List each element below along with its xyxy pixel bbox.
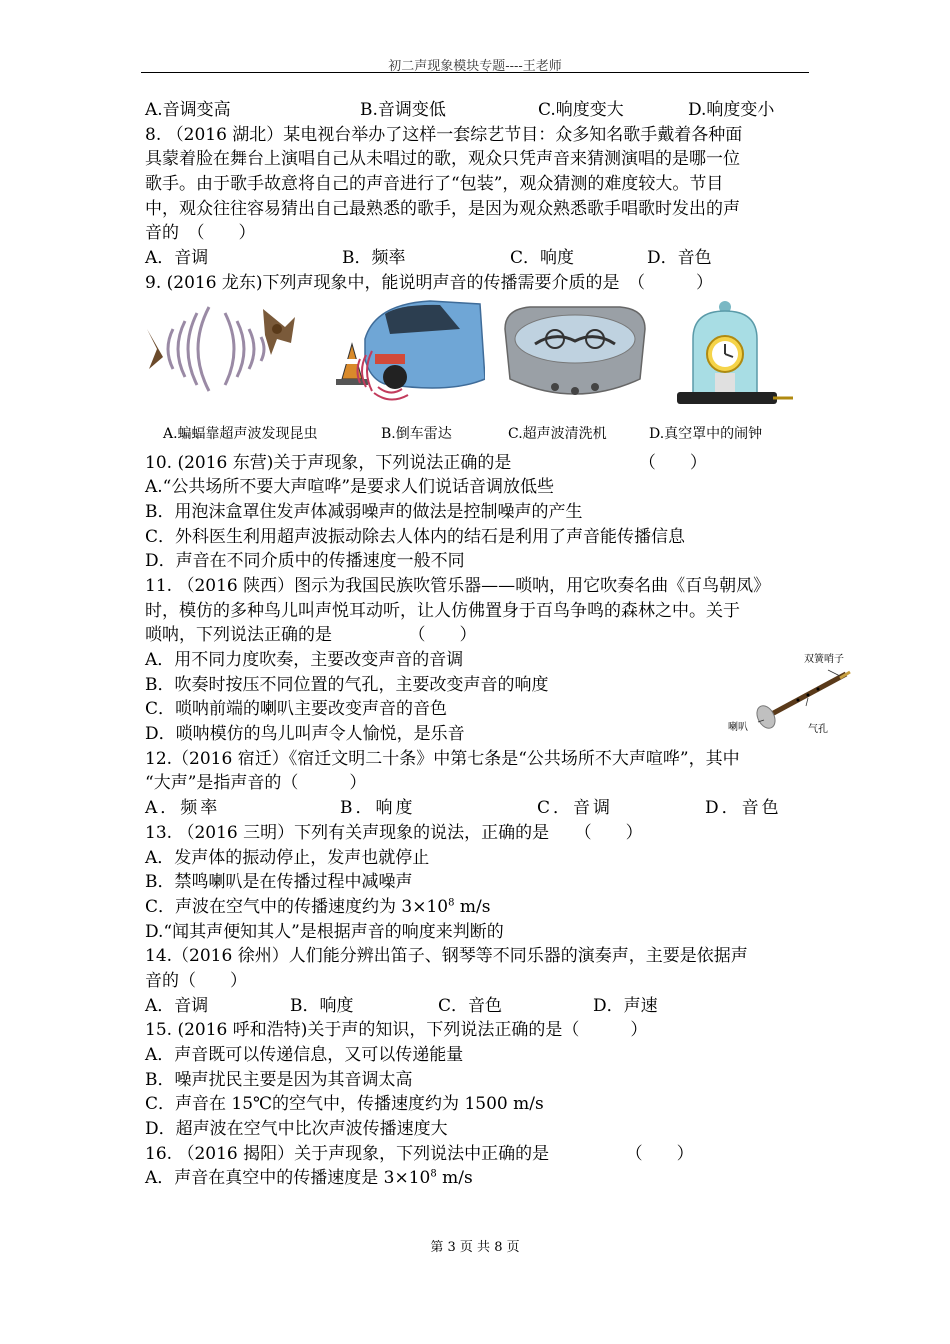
q13-option-d: D.“闻其声便知其人”是根据声音的响度来判断的 bbox=[145, 921, 504, 942]
q13-option-c-text: C．声波在空气中的传播速度约为 3×10 bbox=[145, 896, 449, 917]
q11-stem-line: 时，模仿的多种鸟儿叫声悦耳动听，让人仿佛置身于百鸟争鸣的森林之中。关于 bbox=[145, 600, 740, 621]
q8-stem-line: 具蒙着脸在舞台上演唱自己从未唱过的歌，观众只凭声音来猜测演唱的是哪一位 bbox=[145, 149, 740, 170]
q10-option-a: A.“公共场所不要大声喧哗”是要求人们说话音调放低些 bbox=[145, 477, 555, 498]
q12-option-a: A．频率 bbox=[145, 798, 221, 819]
q14-option-a: A．音调 bbox=[145, 995, 209, 1016]
ultrasonic-cleaner-image bbox=[500, 299, 650, 409]
q15-option-b: B．噪声扰民主要是因为其音调太高 bbox=[145, 1069, 413, 1090]
figure-caption-a: A.蝙蝠靠超声波发现昆虫 bbox=[163, 425, 318, 442]
q11-option-b: B．吹奏时按压不同位置的气孔，主要改变声音的响度 bbox=[145, 674, 549, 695]
q7-options bbox=[145, 98, 810, 123]
q15-option-a: A．声音既可以传递信息，又可以传递能量 bbox=[145, 1045, 464, 1065]
q7-option-d: D.响度变小 bbox=[688, 100, 775, 120]
q15-option-d: D．超声波在空气中比次声波传播速度大 bbox=[145, 1119, 448, 1140]
q14-stem-line: 14.（2016 徐州）人们能分辨出笛子、钢琴等不同乐器的演奏声，主要是依据声 bbox=[145, 946, 748, 967]
q10-option-d: D．声音在不同介质中的传播速度一般不同 bbox=[145, 551, 465, 572]
q16-stem: 16. （2016 揭阳）关于声现象，下列说法中正确的是 （ ） bbox=[145, 1143, 694, 1164]
header-divider bbox=[141, 72, 809, 73]
q7-option-a: A.音调变高 bbox=[145, 100, 231, 120]
q12-option-c: C．音调 bbox=[537, 798, 614, 819]
suona-label-reed: 双簧哨子 bbox=[804, 654, 844, 665]
q16-option-a bbox=[145, 1166, 810, 1191]
q14-option-c: C．音色 bbox=[438, 995, 503, 1016]
q9-stem: 9. (2016 龙东)下列声现象中，能说明声音的传播需要介质的是 （ ） bbox=[145, 272, 714, 293]
question-content bbox=[145, 98, 810, 1191]
q8-options bbox=[145, 246, 810, 271]
q13-stem: 13. （2016 三明）下列有关声现象的说法，正确的是 （ ） bbox=[145, 822, 643, 843]
q10-stem: 10. (2016 东营)关于声现象，下列说法正确的是 （ ） bbox=[145, 452, 707, 473]
q13-exponent: 8 bbox=[448, 897, 455, 909]
q8-stem-line: 歌手。由于歌手故意将自己的声音进行了“包装”，观众猜测的难度较大。节目 bbox=[145, 174, 724, 195]
figure-caption-c: C.超声波清洗机 bbox=[508, 425, 607, 442]
q10-option-c: C．外科医生利用超声波振动除去人体内的结石是利用了声音能传播信息 bbox=[145, 526, 686, 547]
q15-stem: 15. (2016 呼和浩特)关于声的知识，下列说法正确的是（ ） bbox=[145, 1020, 648, 1041]
page-header: 初二声现象模块专题----王老师 bbox=[388, 59, 562, 74]
q11-stem-line: 11. （2016 陕西）图示为我国民族吹管乐器——唢呐，用它吹奏名曲《百鸟朝凤》 bbox=[145, 575, 771, 596]
q16-option-a-text: A．声音在真空中的传播速度是 3×10 bbox=[145, 1168, 431, 1189]
q11-option-d: D．唢呐模仿的鸟儿叫声令人愉悦，是乐音 bbox=[145, 724, 465, 745]
q8-option-b: B．频率 bbox=[342, 248, 406, 269]
reversing-radar-image bbox=[330, 299, 485, 409]
q11-option-c: C．唢呐前端的喇叭主要改变声音的音色 bbox=[145, 699, 448, 720]
q15-option-c: C．声音在 15℃的空气中，传播速度约为 1500 m/s bbox=[145, 1094, 544, 1115]
q14-option-d: D．声速 bbox=[593, 995, 658, 1016]
q16-unit: m/s bbox=[436, 1168, 473, 1189]
q10-option-b: B．用泡沫盒罩住发声体减弱噪声的做法是控制噪声的产生 bbox=[145, 501, 583, 522]
q12-stem-line: 12.（2016 宿迁）《宿迁文明二十条》中第七条是“公共场所不大声喧哗”，其中 bbox=[145, 748, 740, 769]
q13-unit: m/s bbox=[454, 896, 491, 917]
q13-option-a: A．发声体的振动停止，发声也就停止 bbox=[145, 847, 430, 868]
q14-stem-line: 音的（ ） bbox=[145, 970, 247, 991]
q16-exponent: 8 bbox=[430, 1168, 437, 1180]
suona-figure bbox=[728, 650, 853, 740]
q12-option-d: D．音色 bbox=[705, 798, 782, 819]
q8-stem-line: 音的 （ ） bbox=[145, 223, 256, 244]
suona-label-hole: 气孔 bbox=[808, 724, 828, 735]
q12-options bbox=[145, 796, 810, 821]
q14-options bbox=[145, 994, 810, 1019]
figure-caption-b: B.倒车雷达 bbox=[381, 425, 452, 442]
q14-option-b: B．响度 bbox=[290, 995, 354, 1016]
bat-ultrasound-image bbox=[145, 299, 295, 399]
page-footer: 第 3 页 共 8 页 bbox=[430, 1240, 520, 1255]
q8-stem-line: 8. （2016 湖北）某电视台举办了这样一套综艺节目：众多知名歌手戴着各种面 bbox=[145, 124, 743, 145]
q11-option-a: A．用不同力度吹奏，主要改变声音的音调 bbox=[145, 650, 464, 670]
q8-option-c: C．响度 bbox=[510, 248, 575, 269]
q8-option-d: D．音色 bbox=[647, 248, 712, 269]
q13-option-b: B．禁鸣喇叭是在传播过程中减噪声 bbox=[145, 872, 413, 893]
suona-label-horn: 喇叭 bbox=[728, 722, 748, 733]
q9-figures bbox=[145, 299, 810, 451]
q12-option-b: B．响度 bbox=[340, 798, 416, 819]
q7-option-c: C.响度变大 bbox=[538, 100, 624, 120]
q12-stem-line: “大声”是指声音的（ ） bbox=[145, 773, 367, 794]
q11-stem-line: 唢呐，下列说法正确的是 （ ） bbox=[145, 625, 477, 646]
q8-stem-line: 中，观众往往容易猜出自己最熟悉的歌手，是因为观众熟悉歌手唱歌时发出的声 bbox=[145, 198, 740, 219]
q7-option-b: B.音调变低 bbox=[360, 100, 446, 120]
bell-jar-clock-image bbox=[665, 299, 795, 409]
q8-option-a: A．音调 bbox=[145, 248, 209, 269]
figure-caption-d: D.真空罩中的闹钟 bbox=[649, 425, 763, 442]
q13-option-c bbox=[145, 895, 810, 920]
